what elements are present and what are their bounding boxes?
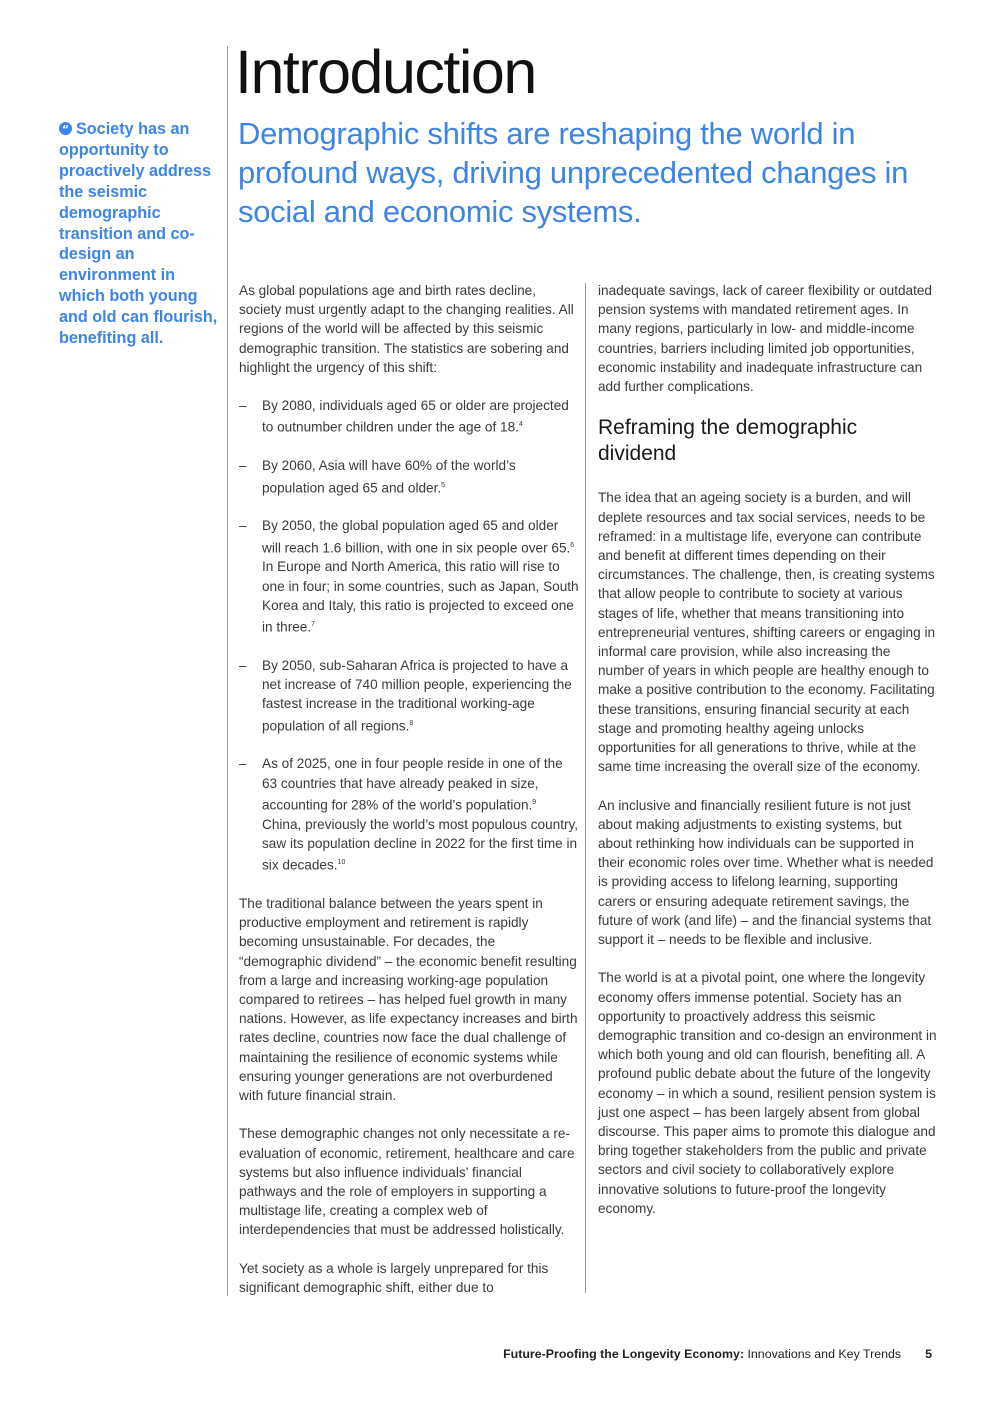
list-item-text: By 2080, individuals aged 65 or older are projected to outnumber children under the age of 18.	[262, 398, 569, 435]
body-paragraph: The traditional balance between the years spent in productive employment and retirement is rapidly becoming unsustainable. For decades, the “demographic dividend” – the economic benefit resulting from a large and increasing working-age population compared to retirees – has helped fuel growth in many nations. However, as life expectancy increases and birth rates decline, countries now face the dual challenge of maintaining the resilience of economic systems while ensuring younger generations are not overburdened with future financial strain.	[239, 895, 578, 1103]
section-heading: Reframing the demographic dividend	[598, 416, 858, 465]
right-column	[598, 281, 938, 1237]
footnote-ref: 10	[337, 859, 346, 866]
body-paragraph: The world is at a pivotal point, one where the longevity economy offers immense potential. Society has an opportunity to proactively address this seismic demographic transition and co-design an environment in which both young and old can flourish, benefiting all. A profound public debate about the future of the longevity economy – in which a sound, resilient pension system is just one aspect – has been largely absent from global discourse. This paper aims to promote this dialogue and bring together stakeholders from the public and private sectors and civil society to collaboratively explore innovative solutions to future-proof the longevity economy.	[598, 970, 937, 1216]
footnote-ref: 8	[409, 719, 414, 727]
list-item-text: In Europe and North America, this ratio will rise to one in four; in some countries, such as Japan, South Korea and Italy, this ratio is projected to exceed one in three.	[262, 559, 579, 635]
list-item	[239, 656, 579, 735]
list-item-text: As of 2025, one in four people reside in one of the 63 countries that have already peaked in size, accounting for 28% of the world’s population.	[262, 756, 563, 813]
list-item-text: By 2050, sub-Saharan Africa is projected to have a net increase of 740 million people, experiencing the fastest increase in the traditional working-age population of all regions.	[262, 657, 572, 734]
footnote-ref: 7	[311, 621, 316, 628]
intro-paragraph: As global populations age and birth rates decline, society must urgently adapt to the changing realities. All regions of the world will be affected by this seismic demographic transition. The statistics are sobering and highlight the urgency of this shift:	[239, 283, 574, 375]
body-paragraph: inadequate savings, lack of career flexibility or outdated pension systems with mandated retirement ages. In many regions, particularly in low- and middle-income countries, barriers including limited job opportunities, economic instability and inadequate infrastructure can add further complications.	[598, 283, 932, 395]
page-number: 5	[925, 1347, 932, 1361]
list-item	[239, 516, 579, 636]
body-paragraph: The idea that an ageing society is a burden, and will deplete resources and tax social services, needs to be reframed: in a multistage life, everyone can contribute and benefit at different times depending on their circumstances. The challenge, then, is creating systems that allow people to contribute to society at various stages of life, whether that means transitioning into entrepreneurial ventures, shifting careers or engaging in informal care provision, while also increasing the number of years in which people are healthy enough to make a positive contribution to the economy. Facilitating these transitions, ensuring financial security at each stage and promoting healthy ageing unlocks opportunities for all generations to thrive, while at the same time increasing the overall size of the economy.	[598, 490, 936, 775]
page-title: Introduction	[235, 38, 536, 106]
statistics-list	[239, 396, 579, 875]
footnote-ref: 4	[518, 421, 523, 429]
list-item	[239, 456, 579, 497]
footer-title-rest: Innovations and Key Trends	[744, 1347, 902, 1361]
footnote-ref: 6	[570, 541, 575, 549]
list-item-text: China, previously the world’s most populous country, saw its population decline in 2022 for the first time in six decades.	[262, 816, 579, 873]
list-item	[239, 754, 579, 874]
footer-title-bold: Future-Proofing the Longevity Economy:	[503, 1347, 745, 1361]
footnote-ref: 5	[441, 481, 446, 489]
pull-quote-text: Society has an opportunity to proactively address the seismic demographic transition and co-design an environment in which both young and old can flourish, benefiting all.	[59, 120, 218, 348]
list-item-text: By 2060, Asia will have 60% of the world’s population aged 65 and older.	[262, 458, 516, 496]
footnote-ref: 9	[532, 798, 537, 806]
vertical-divider-main	[227, 46, 228, 1296]
body-paragraph: An inclusive and financially resilient future is not just about making adjustments to existing systems, but about rethinking how individuals can be supported in their economic roles over time. Whether what is needed is providing access to lifelong learning, supporting carers or ensuring adequate retirement savings, the future of work (and life) – and the financial systems that support it – needs to be flexible and inclusive.	[598, 797, 934, 948]
list-item-text: By 2050, the global population aged 65 and older will reach 1.6 billion, with one in six people over 65.	[262, 518, 571, 556]
vertical-divider-columns	[585, 283, 586, 1293]
page-subtitle: Demographic shifts are reshaping the world in profound ways, driving unprecedented changes in social and economic systems.	[238, 116, 909, 229]
left-column	[239, 281, 579, 1316]
list-item	[239, 396, 579, 437]
quote-icon: “	[59, 122, 72, 135]
body-paragraph: These demographic changes not only necessitate a re-evaluation of economic, retirement, healthcare and care systems but also influence individuals’ financial pathways and the role of employers in supporting a multistage life, creating a complex web of interdependencies that must be addressed holistically.	[239, 1126, 575, 1238]
pull-quote	[59, 119, 221, 349]
page-footer	[503, 1347, 932, 1361]
body-paragraph: Yet society as a whole is largely unprepared for this significant demographic shift, either due to	[239, 1260, 549, 1295]
